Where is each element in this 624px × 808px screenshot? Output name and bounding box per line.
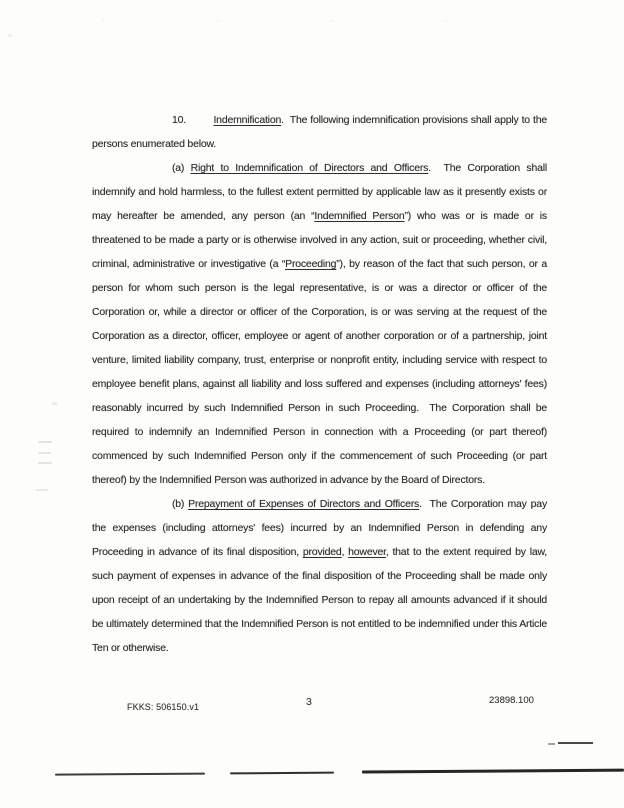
scan-edge-mark	[38, 452, 51, 454]
scan-edge-mark	[36, 489, 48, 491]
paragraph-b-prepayment-of-expenses	[92, 492, 547, 660]
underlined-term: provided	[302, 546, 342, 558]
scan-speck	[102, 18, 105, 20]
footer-document-id: FKKS: 506150.v1	[127, 702, 200, 712]
scan-speck	[330, 20, 333, 22]
footer-page-number: 3	[306, 696, 312, 708]
scan-bottom-line	[0, 769, 624, 777]
scan-line-segment	[362, 769, 624, 774]
scan-line-segment	[230, 772, 334, 775]
text-run: . The Corporation may pay the expenses (including attorneys' fees) incurred by an Indemnified Person in defending any Proceeding in advance of its final disposition,	[92, 498, 547, 558]
scan-edge-mark	[38, 462, 52, 464]
text-run: ,	[341, 546, 349, 558]
scan-dash-mark	[558, 742, 593, 744]
underlined-term: Indemnification	[213, 114, 282, 126]
scan-speck	[8, 34, 12, 37]
underlined-term: Prepayment of Expenses of Directors and Officers	[188, 498, 420, 510]
text-run: (a)	[172, 162, 191, 174]
scan-speck	[217, 20, 220, 22]
text-run: , that to the extent required by law, such payment of expenses in advance of the final disposition of the Proceeding shall be made only upon receipt of an undertaking by the Indemnified Person to repay all amounts advanced if it should be ultimately determined that the Indemnified Person is not entitled to be indemnified under this Article Ten or otherwise.	[92, 546, 547, 654]
scan-edge-mark	[52, 402, 57, 405]
paragraph-section-10-indemnification	[92, 108, 547, 156]
text-run: ”), by reason of the fact that such person, or a person for whom such person is the legal representative, is or was a director or officer of the Corporation or, while a director or officer of the Corporation, is or was serving at the request of the Corporation as a director, officer, employee or agent of another corporation or of a partnership, joint venture, limited liability company, trust, enterprise or nonprofit entity, including service with respect to employee benefit plans, against all liability and loss suffered and expenses (including attorneys' fees) reasonably incurred by such Indemnified Person in such Proceeding. The Corporation shall be required to indemnify an Indemnified Person in connection with a Proceeding (or part thereof) commenced by such Indemnified Person only if the commencement of such Proceeding (or part thereof) by the Indemnified Person was authorized in advance by the Board of Directors.	[92, 258, 547, 486]
scan-speck	[444, 20, 447, 22]
paragraph-a-right-to-indemnification	[92, 156, 547, 492]
scan-edge-mark	[38, 441, 52, 443]
text-run: 10.	[172, 114, 214, 126]
text-run: . The Corporation shall indemnify and hold harmless, to the fullest extent permitted by applicable law as it presently exists or may hereafter be amended, any person (an “	[92, 162, 547, 222]
scan-dash-mark	[548, 743, 555, 745]
underlined-term: however	[348, 546, 386, 558]
underlined-term: Indemnified Person	[314, 210, 405, 222]
text-run: . The following indemnification provisions shall apply to the persons enumerated below.	[92, 114, 547, 150]
footer-matter-number: 23898.100	[489, 695, 534, 706]
underlined-term: Right to Indemnification of Directors and Officers	[190, 162, 429, 174]
text-run: (b)	[172, 498, 189, 510]
scan-line-segment	[55, 773, 205, 776]
document-body	[92, 108, 547, 660]
underlined-term: Proceeding	[285, 258, 337, 270]
text-run: ”) who was or is made or is threatened to be made a party or is otherwise involved in any action, suit or proceeding, whether civil, criminal, administrative or investigative (a “	[92, 210, 547, 270]
